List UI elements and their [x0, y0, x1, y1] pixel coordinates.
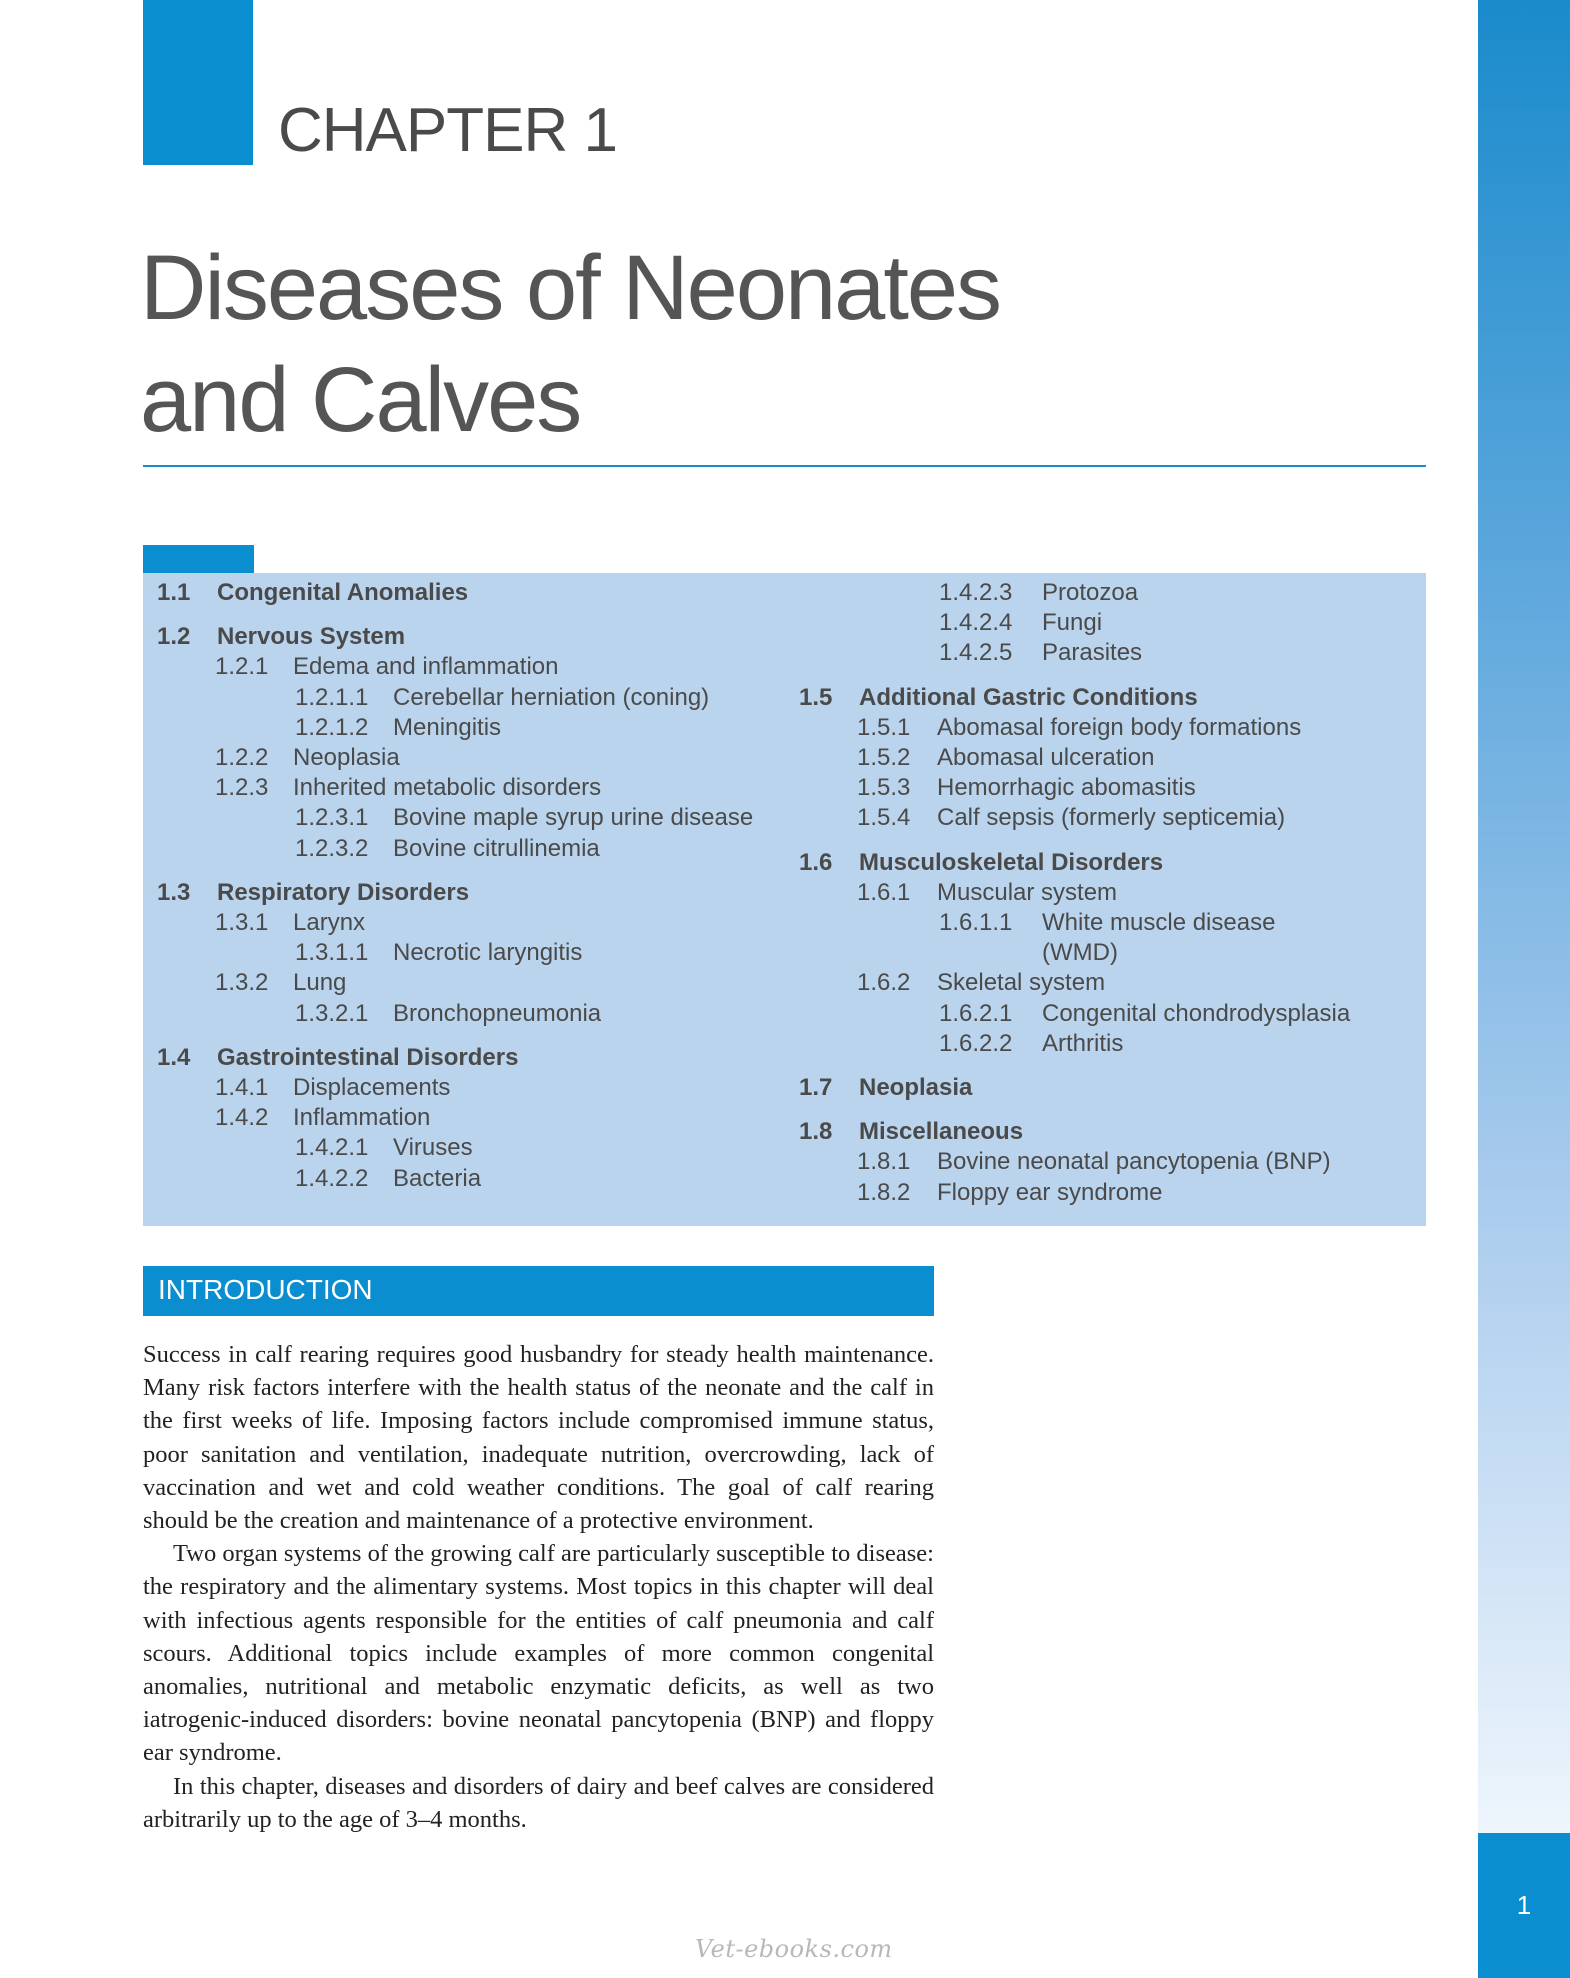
toc-entry-title: Arthritis	[1042, 1029, 1124, 1057]
toc-entry-title: Inherited metabolic disorders	[293, 774, 602, 802]
toc-entry-title: Necrotic laryngitis	[393, 939, 583, 967]
toc-entry-number: 1.4.2.5	[939, 639, 1013, 667]
title-divider	[143, 465, 1426, 467]
toc-entry-title: Bovine neonatal pancytopenia (BNP)	[937, 1148, 1331, 1176]
toc-entry-title: Nervous System	[217, 623, 406, 651]
toc-entry-number: 1.3	[157, 878, 191, 906]
toc-entry-title: Floppy ear syndrome	[937, 1178, 1163, 1206]
toc-entry-number: 1.6	[799, 848, 833, 876]
toc-entry-number: 1.6.2.1	[939, 999, 1013, 1027]
toc-entry-number: 1.7	[799, 1074, 833, 1101]
toc-entry-number: 1.6.2	[857, 969, 911, 997]
toc-entry-number: 1.5.4	[857, 804, 911, 832]
toc-entry-number: 1.2.3.2	[295, 834, 369, 862]
watermark-logo: Vet-ebooks.com	[695, 1935, 893, 1963]
toc-entry-number: 1.2.1	[215, 653, 269, 681]
toc-entry-title: Inflammation	[293, 1104, 431, 1132]
toc-entry-title: Musculoskeletal Disorders	[859, 848, 1164, 876]
toc-entry-title: Cerebellar herniation (coning)	[393, 683, 710, 711]
toc-entry-title: Muscular system	[937, 878, 1118, 906]
toc-entry-title: Bronchopneumonia	[393, 999, 602, 1027]
toc-entry-number: 1.3.2.1	[295, 999, 369, 1027]
chapter-title-line-1: Diseases of Neonates	[140, 237, 1001, 339]
toc-entry-title: Viruses	[393, 1134, 473, 1162]
toc-entry-title: Additional Gastric Conditions	[859, 683, 1198, 711]
introduction-heading: INTRODUCTION	[158, 1274, 373, 1305]
toc-entry-title: Bacteria	[393, 1164, 482, 1192]
toc-entry-number: 1.2.1.2	[295, 713, 369, 741]
toc-entry-number: 1.2.2	[215, 744, 269, 771]
toc-entry-title: Larynx	[293, 909, 366, 936]
toc-entry-title: Neoplasia	[293, 744, 400, 771]
page-number: 1	[1516, 1890, 1532, 1920]
toc-entry-title: Hemorrhagic abomasitis	[937, 774, 1196, 802]
toc-entry-number: 1.4.2.3	[939, 579, 1013, 606]
toc-entry-number: 1.3.1	[215, 909, 269, 936]
intro-paragraph-1: Success in calf rearing requires good husbandry for steady health maintenance. Many risk factors interfere with the health status of the neonate and the calf in the first weeks of life. Imposing factors include compromised immune status, poor sanitation and ventilation, inadequate nutrition, overcrowding, lack of vaccination and wet and cold weather conditions. The goal of calf rearing should be the creation and maintenance of a protective environment.	[143, 1341, 934, 1535]
toc-entry-number: 1.1	[157, 579, 191, 606]
toc-entry-title: (WMD)	[1042, 939, 1118, 967]
toc-entry-title: Abomasal foreign body formations	[937, 713, 1302, 741]
chapter-title-line-2: and Calves	[140, 349, 581, 451]
toc-entry-title: Lung	[293, 969, 347, 997]
toc-entry-number: 1.5	[799, 683, 833, 711]
toc-entry-number: 1.4.2.1	[295, 1134, 369, 1162]
toc-accent-tab	[143, 545, 254, 573]
toc-entry-number: 1.2.3	[215, 774, 269, 802]
toc-entry-title: Displacements	[293, 1074, 451, 1101]
toc-entry-number: 1.5.1	[857, 713, 911, 741]
toc-entry-title: Protozoa	[1042, 579, 1139, 606]
toc-entry-number: 1.4.2.2	[295, 1164, 369, 1192]
toc-entry-number: 1.2.1.1	[295, 683, 369, 711]
toc-entry-title: Congenital Anomalies	[217, 579, 469, 606]
toc-entry-title: Bovine maple syrup urine disease	[393, 804, 754, 832]
toc-entry-number: 1.3.1.1	[295, 939, 369, 967]
toc-entry-number: 1.4.2	[215, 1104, 269, 1132]
toc-entry-number: 1.2.3.1	[295, 804, 369, 832]
toc-entry-title: Calf sepsis (formerly septicemia)	[937, 804, 1286, 832]
toc-entry-number: 1.2	[157, 623, 191, 651]
toc-entry-number: 1.4	[157, 1043, 191, 1071]
intro-paragraph-3: In this chapter, diseases and disorders of dairy and beef calves are considered arbitrarily up to the age of 3–4 months.	[143, 1772, 934, 1833]
toc-entry-title: Fungi	[1042, 609, 1103, 637]
toc-entry-title: Gastrointestinal Disorders	[217, 1043, 519, 1071]
toc-entry-title: Neoplasia	[859, 1074, 973, 1101]
side-color-strip	[1478, 0, 1570, 1833]
intro-paragraph-2: Two organ systems of the growing calf are particularly susceptible to disease: the respiratory and the alimentary systems. Most topics in this chapter will deal with infectious agents responsible for the entities of calf pneumonia and calf scours. Additional topics include examples of more common congenital anomalies, nutritional and metabolic enzymatic deficits, as well as two iatrogenic-induced disorders: bovine neonatal pancytopenia (BNP) and floppy ear syndrome.	[143, 1540, 934, 1767]
toc-entry-number: 1.6.1.1	[939, 909, 1013, 936]
toc-entry-number: 1.6.2.2	[939, 1029, 1013, 1057]
toc-entry-number: 1.6.1	[857, 878, 911, 906]
toc-entry-title: Parasites	[1042, 639, 1143, 667]
toc-entry-number: 1.8.2	[857, 1178, 911, 1206]
toc-entry-number: 1.3.2	[215, 969, 269, 997]
toc-entry-number: 1.4.2.4	[939, 609, 1013, 637]
toc-entry-title: Skeletal system	[937, 969, 1106, 997]
toc-entry-title: Abomasal ulceration	[937, 744, 1155, 771]
table-of-contents	[143, 573, 1426, 1226]
toc-entry-title: Meningitis	[393, 713, 502, 741]
toc-entry-number: 1.8.1	[857, 1148, 911, 1176]
toc-entry-number: 1.8	[799, 1118, 833, 1146]
toc-entry-title: Respiratory Disorders	[217, 878, 470, 906]
toc-entry-title: Bovine citrullinemia	[393, 834, 600, 862]
toc-entry-number: 1.5.3	[857, 774, 911, 802]
chapter-title	[140, 232, 1000, 456]
introduction-heading-bar	[143, 1266, 934, 1316]
chapter-label: CHAPTER 1	[278, 96, 617, 165]
toc-entry-title: White muscle disease	[1042, 909, 1276, 936]
toc-entry-title: Congenital chondrodysplasia	[1042, 999, 1351, 1027]
introduction-body	[143, 1338, 934, 1836]
toc-entry-number: 1.4.1	[215, 1074, 269, 1101]
chapter-accent-block	[143, 0, 253, 165]
toc-entry-title: Edema and inflammation	[293, 653, 559, 681]
toc-entry-number: 1.5.2	[857, 744, 911, 771]
toc-entry-title: Miscellaneous	[859, 1118, 1024, 1146]
